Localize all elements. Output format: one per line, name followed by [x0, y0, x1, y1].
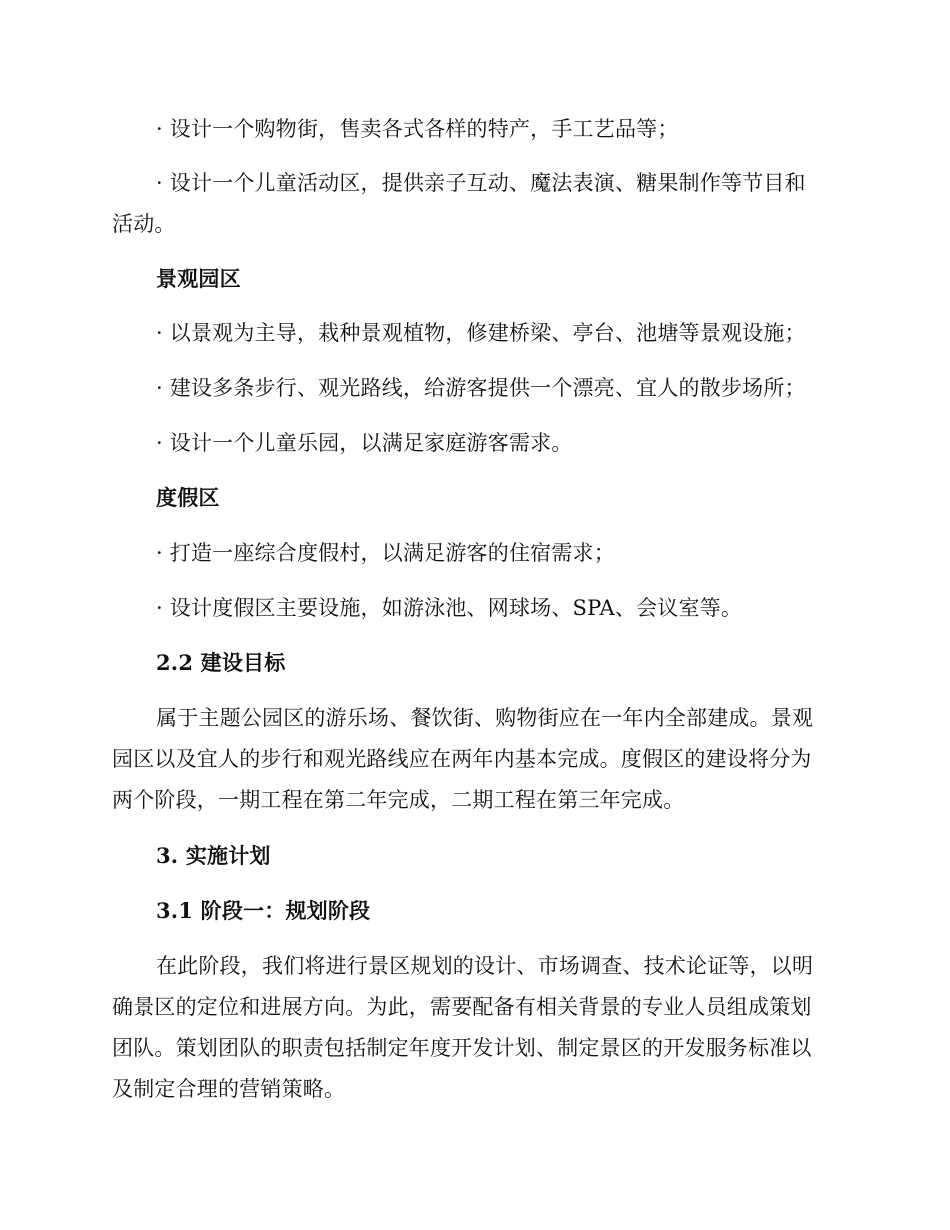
bullet-kids-park: · 设计一个儿童乐园，以满足家庭游客需求。 [156, 431, 573, 455]
section-heading-3: 3. 实施计划 [156, 843, 271, 868]
bullet-resort-village: · 打造一座综合度假村，以满足游客的住宿需求； [156, 541, 615, 565]
section-heading-resort: 度假区 [156, 485, 220, 510]
section-heading-2-2: 2.2 建设目标 [156, 650, 286, 675]
paragraph-goals-line-3: 两个阶段，一期工程在第二年完成，二期工程在第三年完成。 [112, 788, 685, 812]
paragraph-planning-line-4: 及制定合理的营销策略。 [112, 1077, 346, 1101]
bullet-kids-area: · 设计一个儿童活动区，提供亲子互动、魔法表演、糖果制作等节目和 [156, 171, 806, 195]
paragraph-goals-line-2: 园区以及宜人的步行和观光路线应在两年内基本完成。度假区的建设将分为 [112, 747, 812, 771]
bullet-kids-area-continued: 活动。 [112, 212, 176, 236]
paragraph-planning-line-1: 在此阶段，我们将进行景区规划的设计、市场调查、技术论证等，以明 [156, 954, 814, 978]
section-heading-3-1: 3.1 阶段一：规划阶段 [156, 898, 371, 923]
bullet-walking-routes: · 建设多条步行、观光路线，给游客提供一个漂亮、宜人的散步场所； [156, 376, 806, 400]
paragraph-planning-line-2: 确景区的定位和进展方向。为此，需要配备有相关背景的专业人员组成策划 [112, 995, 812, 1019]
section-heading-landscape: 景观园区 [156, 266, 241, 291]
paragraph-planning-line-3: 团队。策划团队的职责包括制定年度开发计划、制定景区的开发服务标准以 [112, 1036, 812, 1060]
paragraph-goals-line-1: 属于主题公园区的游乐场、餐饮街、购物街应在一年内全部建成。景观 [156, 706, 814, 730]
bullet-shopping-street: · 设计一个购物街，售卖各式各样的特产，手工艺品等； [156, 117, 679, 141]
bullet-resort-facilities: · 设计度假区主要设施，如游泳池、网球场、SPA、会议室等。 [156, 596, 743, 620]
bullet-landscape-plants: · 以景观为主导，栽种景观植物，修建桥梁、亭台、池塘等景观设施； [156, 321, 806, 345]
